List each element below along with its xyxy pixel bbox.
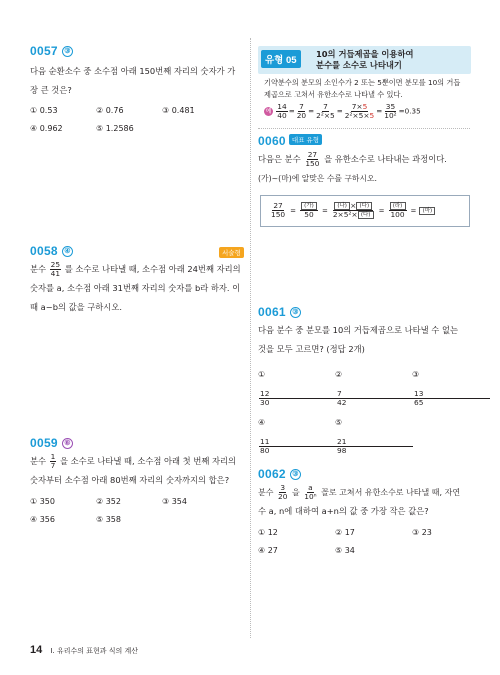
choice-5[interactable]: ⑤ $\frac{21}{98}$ (335, 411, 412, 459)
choice-4[interactable]: ④ $\frac{11}{80}$ (258, 411, 335, 459)
stem-text: 를 소수로 나타낼 때, 소수점 아래 24번째 자리의 (64, 264, 241, 274)
choice-1[interactable]: ① $\frac{12}{30}$ (258, 363, 335, 411)
choice-2[interactable]: ② 0.7̇6̇ (96, 106, 124, 115)
stem-text: 분수 (30, 264, 47, 274)
question-0059 (30, 436, 245, 529)
column-divider (250, 38, 251, 638)
difficulty-badge: ③ (62, 46, 73, 57)
example-badge: 예 (265, 108, 272, 115)
choice-3[interactable]: ③ 23 (412, 528, 432, 537)
question-stem-line: (가)~(마)에 알맞은 수를 구하시오. (258, 174, 377, 183)
stem-text: 을 소수로 나타낼 때, 소수점 아래 첫 번째 자리의 (60, 456, 237, 466)
choice-5[interactable]: ⑤ 358 (96, 515, 121, 524)
question-0062: 0062 ③ 분수 $\frac{3}{20}$ 을 $\frac{a}{\text{10ⁿ}}$ 꼴로 고쳐서 유한소수로 나타낼 때, 자연 수 a, n에 대하여 a+n의 값 중 가장 작은 값은? ① 12 ② 17 ③ 23 ④ 27 ⑤ 34 (258, 467, 473, 560)
choice-4[interactable]: ④ 27 (258, 546, 278, 555)
question-stem-line: 숫자부터 소수점 아래 80번째 자리의 숫자까지의 합은? (30, 475, 230, 485)
question-number: 0057 (30, 44, 58, 58)
question-stem-line: 다음 순환소수 중 소수점 아래 150번째 자리의 숫자가 가 (30, 66, 236, 76)
page-footer (30, 644, 138, 656)
blank-ra[interactable]: (라) (390, 202, 406, 210)
question-0061 (258, 305, 473, 459)
question-stem-line: 수 a, n에 대하여 a+n의 값 중 가장 작은 값은? (258, 506, 429, 516)
representative-badge: 대표 유형 (289, 134, 322, 145)
type-explanation: 기약분수의 분모의 소인수가 2 또는 5뿐이면 분모를 10의 거듭 제곱으로 고쳐서 유한소수로 나타낼 수 있다. 예 $\frac{14}{40}$ = $\frac{7}{20}$ = $\frac{7}{\text{2²×5}}$ = $\frac{7\times 5}{\text{2²×5×5}}$ = $\frac{35}{\text{10²}}$ =0.35 (264, 78, 461, 120)
question-stem-line: 것을 모두 고르면? (정답 2개) (258, 344, 365, 354)
choice-4[interactable]: ④ 356 (30, 515, 55, 524)
difficulty-badge: ③ (290, 469, 301, 480)
fraction: $\frac{25}{41}$ (50, 260, 61, 278)
page-number: 14 (30, 644, 43, 656)
choice-3[interactable]: ③ 0.4̇81̇ (162, 106, 195, 115)
type-tag: 유형 05 (261, 50, 301, 68)
divider (258, 128, 470, 129)
choice-2[interactable]: ② $\frac{7}{42}$ (335, 363, 412, 411)
stem-text: 다음은 분수 (258, 154, 301, 164)
question-stem-line: 장 큰 것은? (30, 85, 72, 95)
choice-3[interactable]: ③ 354 (162, 497, 187, 506)
blank-na[interactable]: (나) (334, 202, 350, 210)
choice-2[interactable]: ② 352 (96, 497, 121, 506)
descriptive-badge: 서술형 (219, 247, 244, 258)
question-0058 (30, 244, 245, 317)
difficulty-badge: ④ (62, 246, 73, 257)
blank-da[interactable]: (다) (358, 211, 374, 219)
question-number: 0060 (258, 134, 286, 148)
question-number: 0062 (258, 467, 286, 481)
choice-1[interactable]: ① 12 (258, 528, 278, 537)
choice-4[interactable]: ④ 0.9̇62̇ (30, 124, 63, 133)
fraction: $\frac{27}{150}$ (305, 150, 320, 168)
question-0057 (30, 44, 245, 138)
chapter-title: Ⅰ. 유리수의 표현과 식의 계산 (50, 647, 139, 655)
difficulty-badge: ③ (290, 307, 301, 318)
choice-1[interactable]: ① 0.5̇3̇ (30, 106, 58, 115)
choice-2[interactable]: ② 17 (335, 528, 355, 537)
type-title: 10의 거듭제곱을 이용하여 분수를 소수로 나타내기 (316, 49, 414, 70)
blank-ga[interactable]: (가) (301, 202, 317, 210)
question-0060 (258, 134, 473, 188)
question-stem-line: 숫자를 a, 소수점 아래 31번째 자리의 숫자를 b라 하자. 이 (30, 283, 241, 293)
type-05-box (258, 46, 471, 124)
choice-3[interactable]: ③ $\frac{13}{65}$ (412, 363, 462, 411)
question-number: 0061 (258, 305, 286, 319)
blank-ma[interactable]: (마) (419, 207, 435, 215)
stem-text: 분수 (30, 456, 47, 466)
choice-5[interactable]: ⑤ 1.258̇6̇ (96, 124, 134, 133)
question-number: 0058 (30, 244, 58, 258)
choice-1[interactable]: ① 350 (30, 497, 55, 506)
difficulty-badge: ⑥ (62, 438, 73, 449)
blank-da-top: (다) (356, 202, 372, 210)
question-number: 0059 (30, 436, 58, 450)
process-box: $\frac{27}{150}$ = $\frac{\text{(가)}}{50}$ = $\frac{\text{(나) × (다)}}{\text{2×5²× (다)}}$ = $\frac{\text{(라)}}{100}$ = (마) (260, 195, 470, 227)
question-stem-line: 다음 분수 중 분모를 10의 거듭제곱으로 나타낼 수 없는 (258, 325, 458, 335)
type-header (258, 46, 471, 74)
fraction: $\frac{1}{7}$ (50, 452, 56, 470)
choice-5[interactable]: ⑤ 34 (335, 546, 355, 555)
stem-text: 을 유한소수로 나타내는 과정이다. (324, 154, 447, 164)
question-stem-line: 때 a−b의 값을 구하시오. (30, 302, 122, 312)
